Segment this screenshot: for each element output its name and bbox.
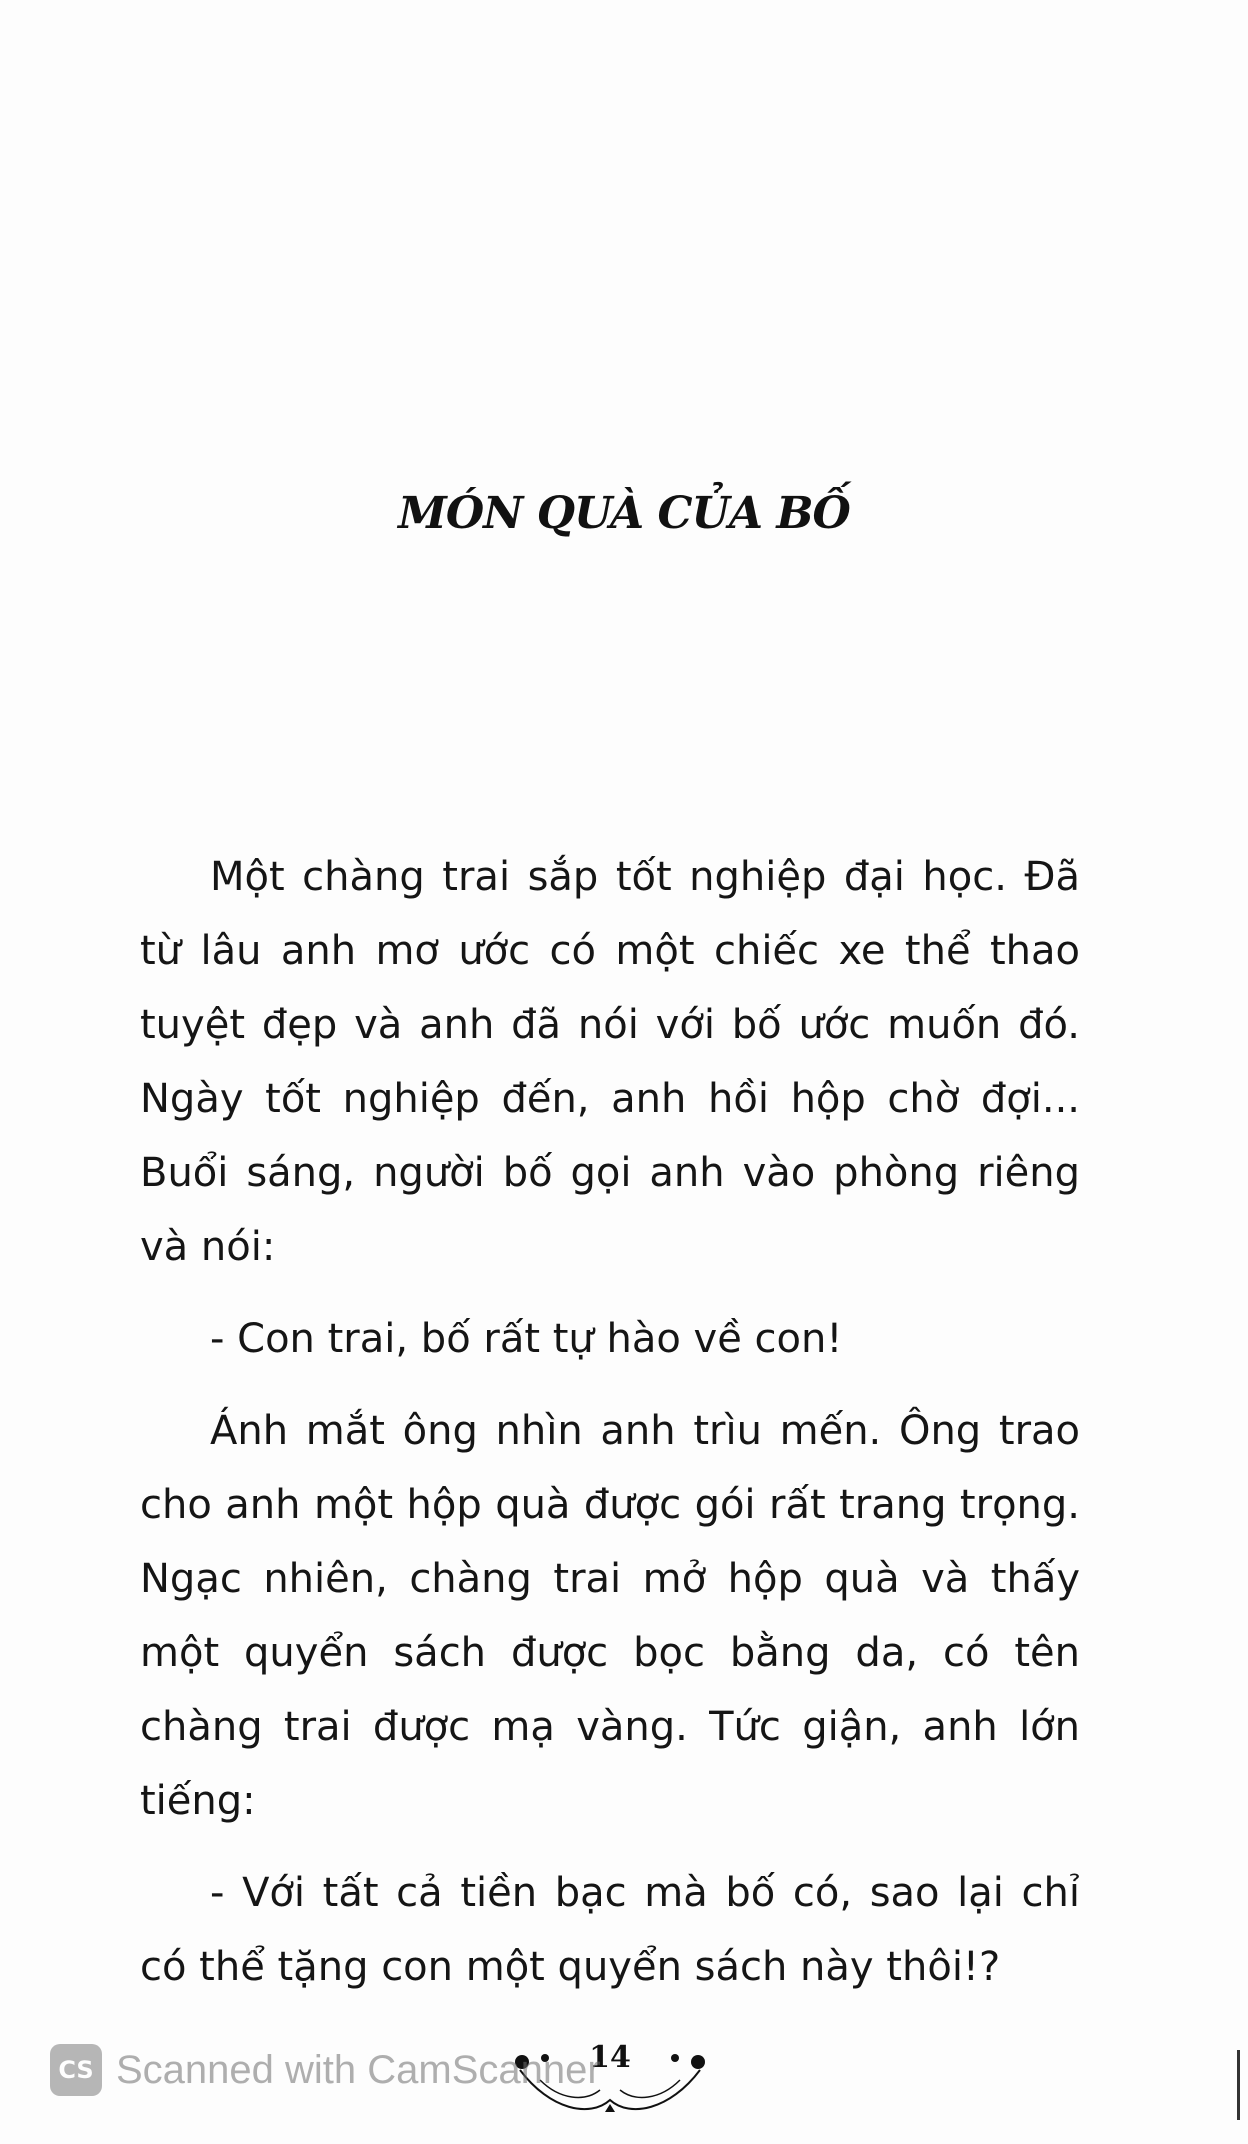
paragraph-son-speech: - Với tất cả tiền bạc mà bố có, sao lại chỉ có thể tặng con một quyển sách này thôi!?: [140, 1870, 1080, 1990]
page-number: 14: [589, 2040, 631, 2075]
story-body: [140, 840, 1080, 2022]
camscanner-logo-icon: CS: [50, 2044, 102, 2096]
paragraph-father-speech: - Con trai, bố rất tự hào về con!: [210, 1316, 843, 1362]
page-edge-mark: [1237, 2050, 1240, 2120]
paragraph-intro: Một chàng trai sắp tốt nghiệp đại học. Đã từ lâu anh mơ ước có một chiếc xe thể thao tuyệt đẹp và anh đã nói với bố ước muốn đó. Ngày tốt nghiệp đến, anh hồi hộp chờ đợi... Buổi sáng, người bố gọi anh vào phòng riêng và nói:: [140, 854, 1080, 1270]
watermark-text: Scanned with CamScanner: [116, 2047, 601, 2092]
scanner-watermark: [50, 2044, 601, 2096]
chapter-title: MÓN QUÀ CỦA BỐ: [398, 488, 850, 539]
paragraph-gift: Ánh mắt ông nhìn anh trìu mến. Ông trao cho anh một hộp quà được gói rất trang trọng. Ngạc nhiên, chàng trai mở hộp quà và thấy một quyển sách được bọc bằng da, có tên chàng trai được mạ vàng. Tức giận, anh lớn tiếng:: [140, 1408, 1080, 1824]
